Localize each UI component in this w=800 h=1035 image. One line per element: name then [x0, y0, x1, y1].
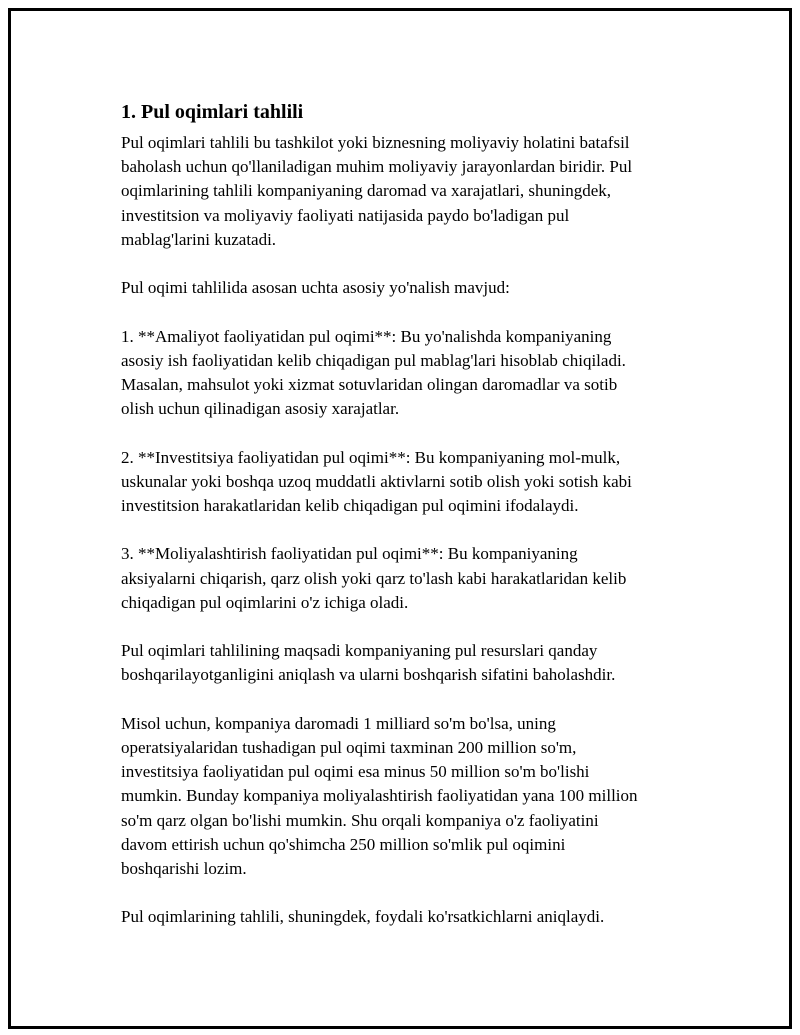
page-frame	[8, 8, 792, 1029]
paragraph-intro: Pul oqimlari tahlili bu tashkilot yoki biznesning moliyaviy holatini batafsil baholash uchun qo'llaniladigan muhim moliyaviy jarayonlardan biridir. Pul oqimlarining tahlili kompaniyaning daromad va xarajatlari, shuningdek, investitsion va moliyaviy faoliyati natijasida paydo bo'ladigan pul mablag'larini kuzatadi.	[121, 133, 633, 249]
paragraph-financing-flow: 3. **Moliyalashtirish faoliyatidan pul oqimi**: Bu kompaniyaning aksiyalarni chiqarish, qarz olish yoki qarz to'lash kabi harakatlaridan kelib chiqadigan pul oqimlarini o'z ichiga oladi.	[121, 544, 627, 612]
paragraph-directions: Pul oqimi tahlilida asosan uchta asosiy yo'nalish mavjud:	[121, 278, 510, 298]
document-body	[121, 99, 691, 954]
document-title: 1. Pul oqimlari tahlili	[121, 101, 304, 123]
paragraph-example: Misol uchun, kompaniya daromadi 1 milliard so'm bo'lsa, uning operatsiyalaridan tushadigan pul oqimi taxminan 200 million so'm, investitsiya faoliyatidan pul oqimi esa minus 50 million so'm bo'lishi mumkin. Bunday kompaniya moliyalashtirish faoliyatidan yana 100 million so'm qarz olgan bo'lishi mumkin. Shu orqali kompaniya o'z faoliyatini davom ettirish uchun qo'shimcha 250 million so'mlik pul oqimini boshqarishi lozim.	[121, 713, 638, 878]
paragraph-investing-flow: 2. **Investitsiya faoliyatidan pul oqimi**: Bu kompaniyaning mol-mulk, uskunalar yoki boshqa uzoq muddatli aktivlarni sotib olish yoki sotish kabi investitsion harakatlaridan kelib chiqadigan pul oqimini ifodalaydi.	[121, 447, 632, 515]
paragraph-purpose: Pul oqimlari tahlilining maqsadi kompaniyaning pul resurslari qanday boshqarilayotganligini aniqlash va ularni boshqarish sifatini baholashdir.	[121, 641, 616, 685]
paragraph-conclusion: Pul oqimlarining tahlili, shuningdek, foydali ko'rsatkichlarni aniqlaydi.	[121, 907, 605, 927]
paragraph-operating-flow: 1. **Amaliyot faoliyatidan pul oqimi**: Bu yo'nalishda kompaniyaning asosiy ish faoliyatidan kelib chiqadigan pul mablag'lari hisoblab chiqiladi. Masalan, mahsulot yoki xizmat sotuvlaridan olingan daromadlar va sotib olish uchun qilinadigan asosiy xarajatlar.	[121, 326, 626, 419]
